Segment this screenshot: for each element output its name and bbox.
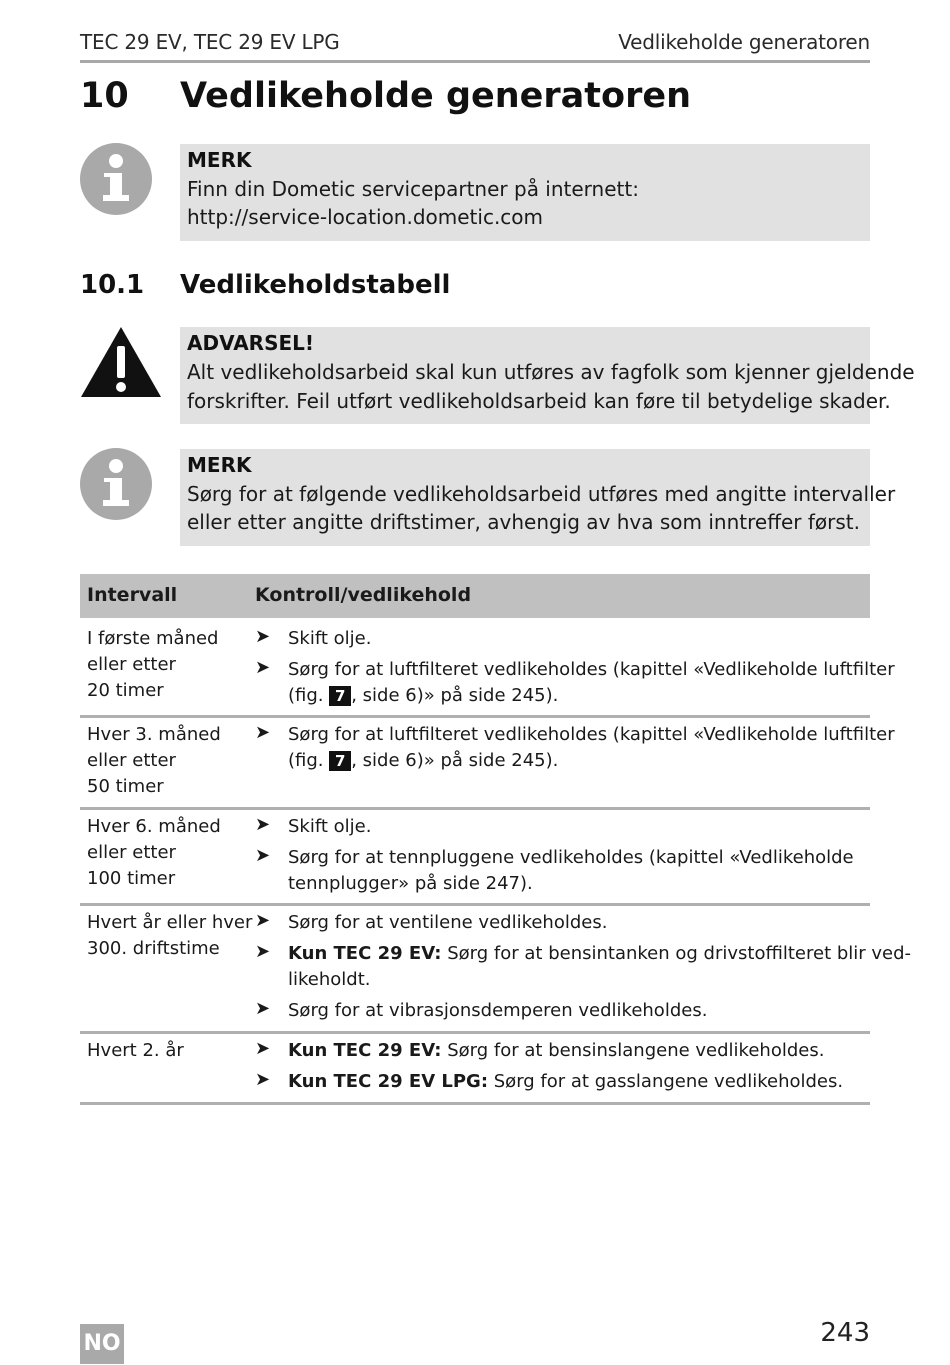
section-number: 10.1 bbox=[80, 270, 145, 300]
figure-ref-badge: 7 bbox=[329, 686, 351, 706]
note-box bbox=[180, 449, 896, 546]
bullet-arrow-icon: ➤ bbox=[255, 845, 271, 866]
task-text: Sørg for at tennpluggene vedlikeholdes (kapittel «Vedlikeholde bbox=[288, 847, 854, 868]
running-header-left: TEC 29 EV, TEC 29 EV LPG bbox=[80, 30, 340, 54]
model-label: Kun TEC 29 EV: bbox=[288, 1040, 442, 1061]
interval-text: 20 timer bbox=[87, 680, 164, 701]
warning-title: ADVARSEL! bbox=[187, 331, 315, 355]
column-header-interval: Intervall bbox=[87, 584, 178, 606]
interval-text: I første måned bbox=[87, 628, 219, 649]
interval-cell bbox=[87, 1038, 247, 1064]
chapter-number: 10 bbox=[80, 76, 129, 116]
language-tab: NO bbox=[80, 1324, 124, 1364]
section-title: Vedlikeholdstabell bbox=[180, 270, 451, 300]
interval-text: Hvert 2. år bbox=[87, 1040, 184, 1061]
column-header-task: Kontroll/vedlikehold bbox=[255, 584, 472, 606]
figure-ref-badge: 7 bbox=[329, 751, 351, 771]
note-text-line: eller etter angitte driftstimer, avhengig av hva som inntreffer først. bbox=[187, 510, 860, 534]
note-title: MERK bbox=[187, 453, 252, 477]
table-row bbox=[80, 810, 870, 904]
table-row bbox=[80, 618, 895, 716]
task-text: Kun TEC 29 EV: Sørg for at bensinslangene vedlikeholdes. bbox=[288, 1040, 825, 1061]
note-title: MERK bbox=[187, 148, 252, 172]
page-number: 243 bbox=[820, 1318, 870, 1348]
task-text: Skift olje. bbox=[288, 628, 372, 649]
table-row bbox=[80, 718, 895, 808]
bullet-arrow-icon: ➤ bbox=[255, 910, 271, 931]
task-text: likeholdt. bbox=[288, 969, 371, 990]
info-icon bbox=[80, 143, 152, 215]
bullet-arrow-icon: ➤ bbox=[255, 1069, 271, 1090]
note-box bbox=[180, 144, 870, 241]
running-header-right: Vedlikeholde generatoren bbox=[618, 30, 870, 54]
task-text: (fig. 7 , side 6)» på side 245). bbox=[288, 750, 559, 771]
warning-box bbox=[180, 327, 915, 424]
bullet-arrow-icon: ➤ bbox=[255, 941, 271, 962]
bullet-arrow-icon: ➤ bbox=[255, 1038, 271, 1059]
warning-triangle-icon bbox=[80, 326, 162, 398]
interval-cell bbox=[87, 910, 252, 962]
model-label: Kun TEC 29 EV: bbox=[288, 943, 442, 964]
note-link[interactable]: http://service-location.dometic.com bbox=[187, 205, 544, 229]
task-text: Sørg for at luftfilteret vedlikeholdes (kapittel «Vedlikeholde luftfilter bbox=[288, 724, 895, 745]
table-bottom-rule bbox=[80, 1102, 870, 1105]
info-icon bbox=[80, 448, 152, 520]
interval-text: Hver 3. måned bbox=[87, 724, 221, 745]
table-row bbox=[80, 906, 912, 1032]
header-divider bbox=[80, 60, 870, 63]
warning-text-line: Alt vedlikeholdsarbeid skal kun utføres av fagfolk som kjenner gjeldende bbox=[187, 360, 915, 384]
task-text: Sørg for at ventilene vedlikeholdes. bbox=[288, 912, 608, 933]
bullet-arrow-icon: ➤ bbox=[255, 814, 271, 835]
task-text: Kun TEC 29 EV LPG: Sørg for at gasslangene vedlikeholdes. bbox=[288, 1071, 844, 1092]
task-text: Kun TEC 29 EV: Sørg for at bensintanken og drivstoffilteret blir ved- bbox=[288, 943, 912, 964]
bullet-arrow-icon: ➤ bbox=[255, 998, 271, 1019]
note-text-line: Sørg for at følgende vedlikeholdsarbeid utføres med angitte intervaller bbox=[187, 482, 896, 506]
interval-cell bbox=[87, 722, 247, 800]
interval-cell bbox=[87, 814, 247, 892]
interval-text: 100 timer bbox=[87, 868, 176, 889]
interval-text: Hvert år eller hver bbox=[87, 912, 253, 933]
table-header-row bbox=[80, 574, 870, 618]
chapter-title: Vedlikeholde generatoren bbox=[180, 76, 691, 116]
bullet-arrow-icon: ➤ bbox=[255, 722, 271, 743]
task-text: tennplugger» på side 247). bbox=[288, 873, 533, 894]
task-text: Skift olje. bbox=[288, 816, 372, 837]
interval-text: eller etter bbox=[87, 842, 176, 863]
task-text: (fig. 7 , side 6)» på side 245). bbox=[288, 685, 559, 706]
task-text: Sørg for at vibrasjonsdemperen vedlikeholdes. bbox=[288, 1000, 708, 1021]
interval-text: Hver 6. måned bbox=[87, 816, 221, 837]
interval-text: 50 timer bbox=[87, 776, 164, 797]
bullet-arrow-icon: ➤ bbox=[255, 657, 271, 678]
interval-text: eller etter bbox=[87, 750, 176, 771]
interval-cell bbox=[87, 626, 247, 704]
warning-text-line: forskrifter. Feil utført vedlikeholdsarbeid kan føre til betydelige skader. bbox=[187, 389, 891, 413]
model-label: Kun TEC 29 EV LPG: bbox=[288, 1071, 489, 1092]
task-text: Sørg for at luftfilteret vedlikeholdes (kapittel «Vedlikeholde luftfilter bbox=[288, 659, 895, 680]
table-row bbox=[80, 1034, 870, 1104]
interval-text: 300. driftstime bbox=[87, 938, 220, 959]
bullet-arrow-icon: ➤ bbox=[255, 626, 271, 647]
note-text-line: Finn din Dometic servicepartner på internett: bbox=[187, 177, 639, 201]
interval-text: eller etter bbox=[87, 654, 176, 675]
